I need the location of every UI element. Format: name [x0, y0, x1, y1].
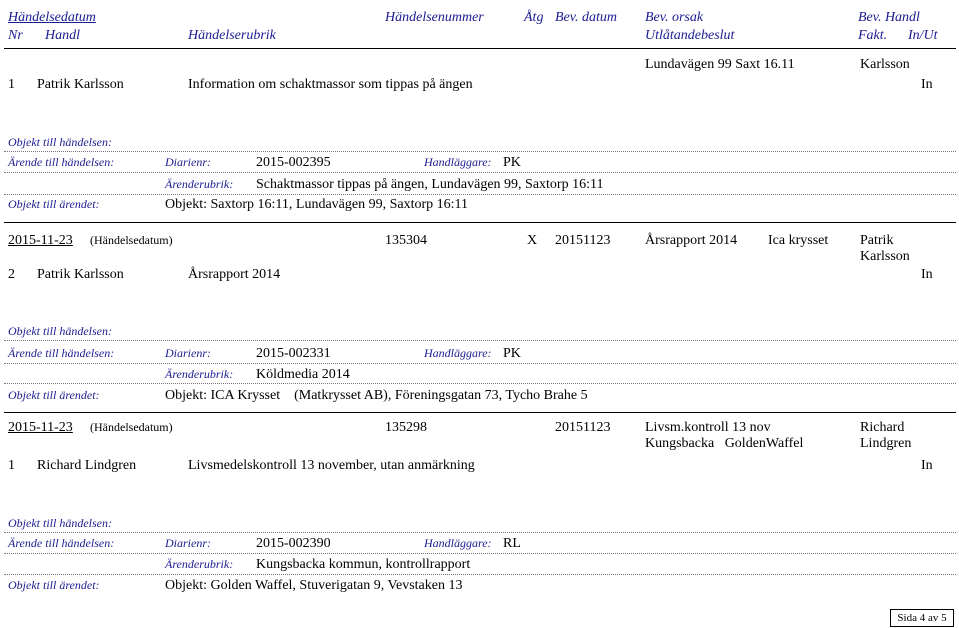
record-2-atg: X [527, 233, 538, 248]
record-1-rubrik: Information om schaktmassor som tippas på ängen [188, 77, 473, 92]
record-1-diarienr: 2015-002395 [256, 155, 331, 170]
record-1-arenderubrik: Schaktmassor tippas på ängen, Lundavägen 99, Saxtorp 16:11 [256, 177, 604, 192]
col-handelsedatum: Händelsedatum [8, 10, 96, 25]
record-3-bev-handl-1: Richard [860, 420, 905, 435]
record-2-objekt-arendet-label: Objekt till ärendet: [8, 388, 100, 402]
dotted-divider [4, 574, 956, 575]
record-1-nr: 1 [8, 77, 15, 92]
dotted-divider [4, 194, 956, 195]
record-2-datum: 2015-11-23 [8, 233, 73, 248]
header-divider [4, 48, 956, 49]
record-2-bev-datum: 20151123 [555, 233, 611, 248]
record-3-bev-orsak-1: Livsm.kontroll 13 nov [645, 420, 771, 435]
col-bev-orsak: Bev. orsak [645, 10, 704, 25]
record-2-bev-handl-2: Karlsson [860, 249, 910, 264]
record-3-handl: Richard Lindgren [37, 458, 137, 473]
record-2-bev-orsak-2: Ica krysset [768, 233, 829, 248]
record-3-rubrik: Livsmedelskontroll 13 november, utan anmärkning [188, 458, 475, 473]
col-handl: Handl [45, 28, 80, 43]
record-3-datum: 2015-11-23 [8, 420, 73, 435]
col-nr: Nr [8, 28, 23, 43]
dotted-divider [4, 363, 956, 364]
col-bev-handl: Bev. Handl [858, 10, 920, 25]
dotted-divider [4, 553, 956, 554]
record-1-handl: Patrik Karlsson [37, 77, 124, 92]
col-atg: Åtg [524, 10, 544, 25]
record-2-in-ut: In [921, 267, 933, 282]
record-1-objekt-arendet-label: Objekt till ärendet: [8, 197, 100, 211]
record-2-diarienr-label: Diarienr: [165, 346, 211, 360]
col-utlatandebeslut: Utlåtandebeslut [645, 28, 735, 43]
record-3-objekt-arendet-label: Objekt till ärendet: [8, 578, 100, 592]
record-3-arenderubrik-label: Ärenderubrik: [165, 557, 234, 571]
record-3-datum-label: (Händelsedatum) [90, 420, 173, 434]
page-number: Sida 4 av 5 [897, 612, 947, 624]
record-2-handlaggare-label: Handläggare: [424, 346, 492, 360]
record-1-in-ut: In [921, 77, 933, 92]
record-3-handlaggare: RL [503, 536, 521, 551]
record-3-arenderubrik: Kungsbacka kommun, kontrollrapport [256, 557, 471, 572]
col-handelsenummer: Händelsenummer [385, 10, 484, 25]
col-handelserubrik: Händelserubrik [188, 28, 276, 43]
record-1-arende-label: Ärende till händelsen: [8, 155, 115, 169]
record-3-in-ut: In [921, 458, 933, 473]
dotted-divider [4, 172, 956, 173]
dotted-divider [4, 532, 956, 533]
col-in-ut: In/Ut [908, 28, 938, 43]
record-3-arende-label: Ärende till händelsen: [8, 536, 115, 550]
col-bev-datum: Bev. datum [555, 10, 617, 25]
record-divider [4, 412, 956, 413]
record-2-handlaggare: PK [503, 346, 521, 361]
record-2-arenderubrik-label: Ärenderubrik: [165, 367, 234, 381]
record-2-bev-orsak-1: Årsrapport 2014 [645, 233, 738, 248]
record-3-nummer: 135298 [385, 420, 427, 435]
record-2-arende-label: Ärende till händelsen: [8, 346, 115, 360]
page-number-box [890, 609, 954, 627]
record-3-bev-orsak-2: Kungsbacka GoldenWaffel [645, 436, 804, 451]
record-2-rubrik: Årsrapport 2014 [188, 267, 281, 282]
record-1-arenderubrik-label: Ärenderubrik: [165, 177, 234, 191]
record-2-datum-label: (Händelsedatum) [90, 233, 173, 247]
record-2-objekt-handelsen-label: Objekt till händelsen: [8, 324, 112, 338]
record-1-diarienr-label: Diarienr: [165, 155, 211, 169]
record-1-objekt-handelsen-label: Objekt till händelsen: [8, 135, 112, 149]
record-2-handl: Patrik Karlsson [37, 267, 124, 282]
record-3-handlaggare-label: Handläggare: [424, 536, 492, 550]
record-3-bev-datum: 20151123 [555, 420, 611, 435]
record-2-diarienr: 2015-002331 [256, 346, 331, 361]
record-1-handlaggare: PK [503, 155, 521, 170]
dotted-divider [4, 151, 956, 152]
record-3-nr: 1 [8, 458, 15, 473]
dotted-divider [4, 340, 956, 341]
record-3-diarienr-label: Diarienr: [165, 536, 211, 550]
record-1-bev-orsak: Lundavägen 99 Saxt 16.11 [645, 57, 795, 72]
dotted-divider [4, 383, 956, 384]
record-3-objekt-arendet: Objekt: Golden Waffel, Stuverigatan 9, Vevstaken 13 [165, 578, 463, 593]
record-2-objekt-arendet: Objekt: ICA Krysset (Matkrysset AB), Föreningsgatan 73, Tycho Brahe 5 [165, 388, 588, 403]
record-3-bev-handl-2: Lindgren [860, 436, 912, 451]
record-2-bev-handl-1: Patrik [860, 233, 894, 248]
record-2-nr: 2 [8, 267, 15, 282]
record-1-bev-handl: Karlsson [860, 57, 910, 72]
record-1-handlaggare-label: Handläggare: [424, 155, 492, 169]
record-1-objekt-arendet: Objekt: Saxtorp 16:11, Lundavägen 99, Saxtorp 16:11 [165, 197, 469, 212]
record-2-nummer: 135304 [385, 233, 427, 248]
col-fakt: Fakt. [858, 28, 888, 43]
record-divider [4, 222, 956, 223]
record-3-objekt-handelsen-label: Objekt till händelsen: [8, 516, 112, 530]
record-3-diarienr: 2015-002390 [256, 536, 331, 551]
record-2-arenderubrik: Köldmedia 2014 [256, 367, 350, 382]
